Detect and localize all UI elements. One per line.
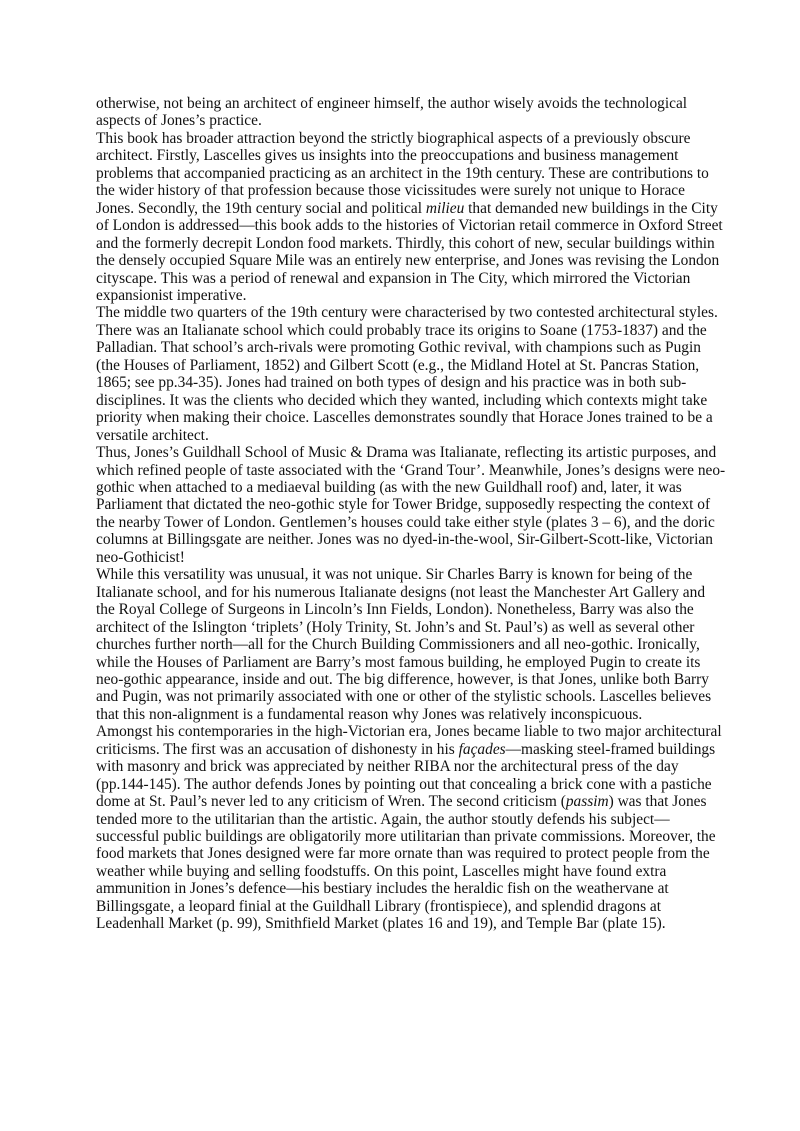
paragraph-2 — [96, 130, 726, 305]
paragraph-3 — [96, 304, 726, 444]
paragraph-4 — [96, 444, 726, 566]
paragraph-4-text: Thus, Jones’s Guildhall School of Music & Drama was Italianate, reflecting its artistic purposes, and which refined people of taste associated with the ‘Grand Tour’. Meanwhile, Jones’s designs were neo-gothic when attached to a mediaeval building (as with the new Guildhall roof) and, later, it was Parliament that dictated the neo-gothic style for Tower Bridge, supposedly respecting the context of the nearby Tower of London. Gentlemen’s houses could take either style (plates 3 – 6), and the doric columns at Billingsgate are neither. Jones was no dyed-in-the-wool, Sir-Gilbert-Scott-like, Victorian neo-Gothicist! — [96, 444, 726, 566]
paragraph-5 — [96, 566, 726, 723]
paragraph-5-text: While this versatility was unusual, it was not unique. Sir Charles Barry is known for being of the Italianate school, and for his numerous Italianate designs (not least the Manchester Art Gallery and the Royal College of Surgeons in Lincoln’s Inn Fields, London). Nonetheless, Barry was also the architect of the Islington ‘triplets’ (Holy Trinity, St. John’s and St. Paul’s) as well as several other churches further north—all for the Church Building Commissioners and all neo-gothic. Ironically, while the Houses of Parliament are Barry’s most famous building, he employed Pugin to create its neo-gothic appearance, inside and out. The big difference, however, is that Jones, unlike both Barry and Pugin, was not primarily associated with one or other of the stylistic schools. Lascelles believes that this non-alignment is a fundamental reason why Jones was relatively inconspicuous. — [96, 566, 712, 723]
paragraph-6-text-b: —masking steel-framed buildings with masonry and brick was appreciated by neither RIBA nor the architectural press of the day (pp.144-145). The author defends Jones by pointing out that concealing a brick cone with a pastiche dome at St. Paul’s never led to any criticism of Wren. The second criticism ( — [96, 740, 716, 811]
paragraph-6-text-a: Amongst his contemporaries in the high-Victorian era, Jones became liable to two major architectural criticisms. The first was an accusation of dishonesty in his — [96, 723, 722, 758]
paragraph-1-text: otherwise, not being an architect of engineer himself, the author wisely avoids the technological aspects of Jones’s practice. — [96, 95, 688, 130]
document-body — [96, 95, 726, 933]
paragraph-6-text-c: ) was that Jones tended more to the utilitarian than the artistic. Again, the author stoutly defends his subject—successful public buildings are obligatorily more utilitarian than private commissions. Moreover, the food markets that Jones designed were far more ornate than was required to protect people from the weather while buying and selling foodstuffs. On this point, Lascelles might have found extra ammunition in Jones’s defence—his bestiary includes the heraldic fish on the weathervane at Billingsgate, a leopard finial at the Guildhall Library (frontispiece), and splendid dragons at Leadenhall Market (p. 99), Smithfield Market (plates 16 and 19), and Temple Bar (plate 15). — [96, 793, 716, 933]
paragraph-2-text-b: that demanded new buildings in the City of London is addressed—this book adds to the histories of Victorian retail commerce in Oxford Street and the formerly decrepit London food markets. Thirdly, this cohort of new, secular buildings within the densely occupied Square Mile was an entirely new enterprise, and Jones was revising the London cityscape. This was a period of renewal and expansion in The City, which mirrored the Victorian expansionist imperative. — [96, 199, 723, 304]
paragraph-6 — [96, 723, 726, 932]
paragraph-3-text: The middle two quarters of the 19th century were characterised by two contested architectural styles. There was an Italianate school which could probably trace its origins to Soane (1753-1837) and the Palladian. That school’s arch-rivals were promoting Gothic revival, with champions such as Pugin (the Houses of Parliament, 1852) and Gilbert Scott (e.g., the Midland Hotel at St. Pancras Station, 1865; see pp.34-35). Jones had trained on both types of design and his practice was in both sub-disciplines. It was the clients who decided which they wanted, including which contexts might take priority when making their choice. Lascelles demonstrates soundly that Horace Jones trained to be a versatile architect. — [96, 304, 718, 444]
paragraph-6-italic-facades: façades — [458, 740, 506, 758]
paragraph-2-italic-milieu: milieu — [425, 199, 465, 217]
paragraph-6-italic-passim: passim — [565, 793, 609, 811]
paragraph-1 — [96, 95, 726, 130]
paragraph-2-text-a: This book has broader attraction beyond the strictly biographical aspects of a previously obscure architect. Firstly, Lascelles gives us insights into the preoccupations and business management problems that accompanied practicing as an architect in the 19th century. These are contributions to the wider history of that profession because those vicissitudes were surely not unique to Horace Jones. Secondly, the 19th century social and political — [96, 129, 709, 217]
